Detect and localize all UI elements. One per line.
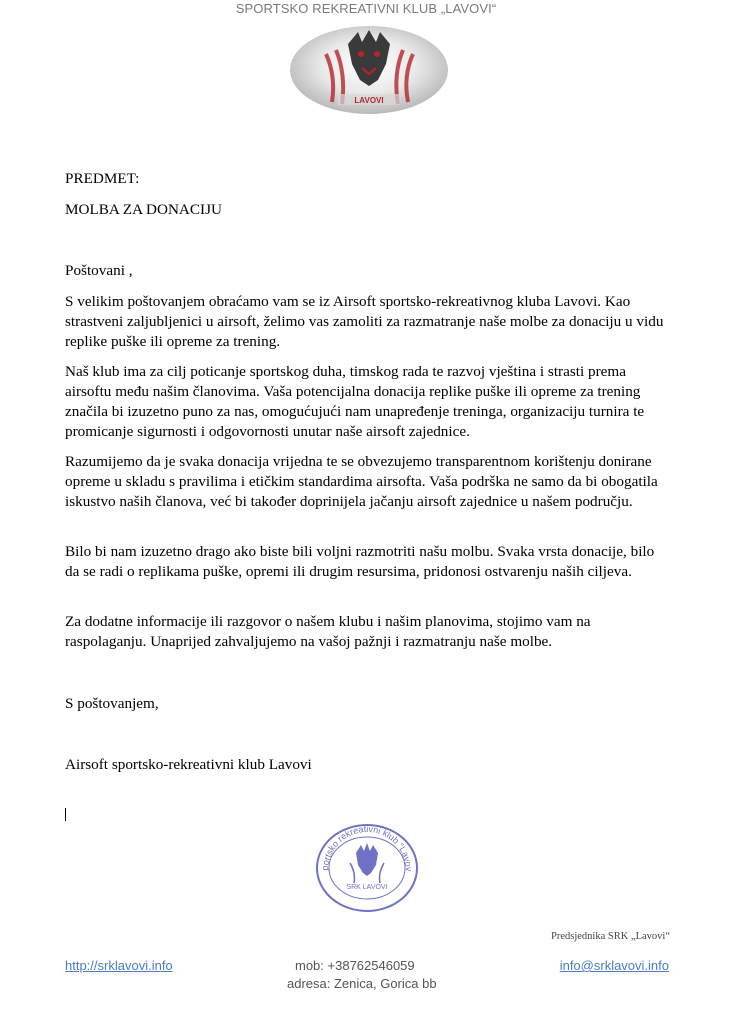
subject-line: MOLBA ZA DONACIJU <box>65 201 222 218</box>
club-logo <box>288 24 450 116</box>
email-link[interactable]: info@srklavovi.info <box>559 958 669 973</box>
closing: S poštovanjem, <box>65 695 159 712</box>
website-link[interactable]: http://srklavovi.info <box>65 958 173 973</box>
text-cursor <box>65 808 66 821</box>
body-paragraph-2: Naš klub ima za cilj poticanje sportskog duha, timskog rada te razvoj vještina i strasti prema airsoftu među našim članovima. Vaša potencijalna donacija replike puške ili opreme za trening značila bi izuzetno puno za nas, omogućujući nam unapređenje treninga, organizaciju turnira te promicanje sigurnosti i odgovornosti unutar naše airsoft zajednice. <box>65 363 645 440</box>
stamp-center-text: SRK LAVOVI <box>346 884 388 891</box>
stamp-arc-text: portsko rekreativni klub "Lavov <box>319 823 415 872</box>
letterhead-title: SPORTSKO REKREATIVNI KLUB „LAVOVI“ <box>235 1 497 16</box>
body-paragraph-1: S velikim poštovanjem obraćamo vam se iz Airsoft sportsko-rekreativnog kluba Lavovi. Kao strastveni zaljubljenici u airsoft, želimo vas zamoliti za razmatranje naše molbe za donaciju u vidu replike puške ili opreme za trening. <box>65 293 664 350</box>
subject-label: PREDMET: <box>65 170 140 187</box>
club-stamp <box>314 823 420 913</box>
logo-text: LAVOVI <box>354 96 384 105</box>
body-paragraph-5: Za dodatne informacije ili razgovor o našem klubu i našim planovima, stojimo vam na raspolaganju. Unaprijed zahvaljujemo na vašoj pažnji i razmatranju naše molbe. <box>65 613 591 650</box>
address: adresa: Zenica, Gorica bb <box>287 976 437 991</box>
greeting: Poštovani , <box>65 262 133 279</box>
mobile-number: mob: +38762546059 <box>295 958 415 973</box>
body-paragraph-3: Razumijemo da je svaka donacija vrijedna te se obvezujemo transparentnom korištenju donirane opreme u skladu s pravilima i etičkim standardima airsofta. Vaša podrška ne samo da bi obogatila iskustvo naših članova, već bi također doprinijela jačanju airsoft zajednice u našem području. <box>65 453 658 510</box>
sender-name: Airsoft sportsko-rekreativni klub Lavovi <box>65 756 312 773</box>
body-paragraph-4: Bilo bi nam izuzetno drago ako biste bili voljni razmotriti našu molbu. Svaka vrsta donacije, bilo da se radi o replikama puške, opremi ili drugim resursima, pridonosi ostvarenju naših ciljeva. <box>65 543 655 580</box>
signature-label: Predsjednika SRK „Lavovi“ <box>551 931 670 942</box>
